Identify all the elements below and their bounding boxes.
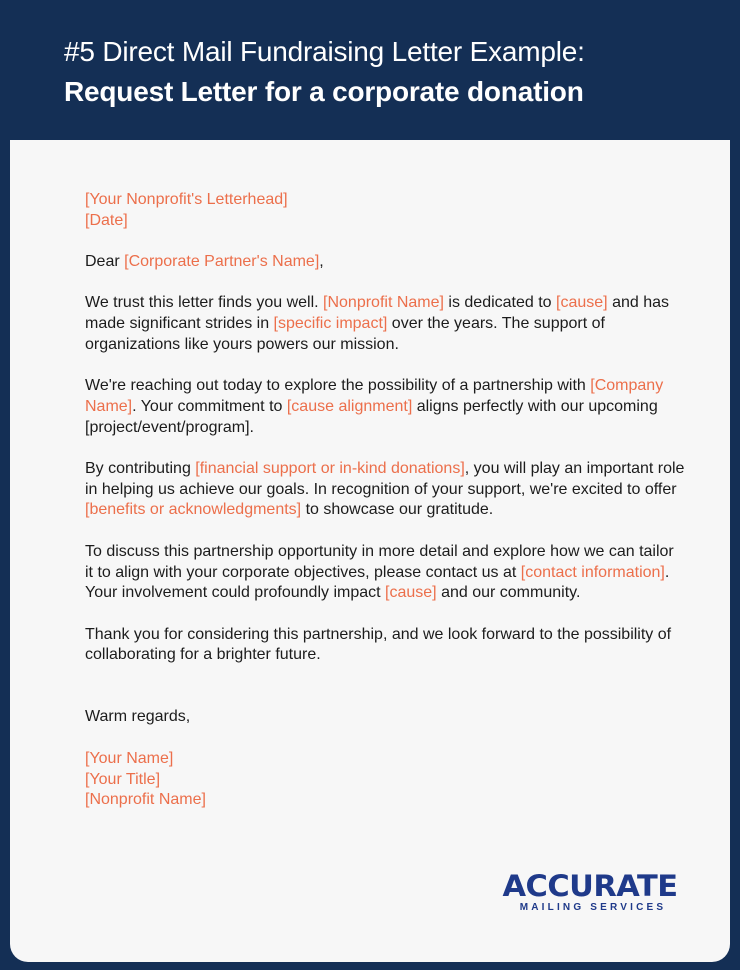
text: By contributing (85, 460, 196, 478)
salutation-suffix: , (319, 253, 324, 271)
specific-impact-placeholder: [specific impact] (273, 315, 388, 333)
paragraph-partnership (85, 376, 685, 438)
text: and our community. (436, 584, 581, 602)
closing: Warm regards, (85, 708, 191, 726)
letter-body (85, 190, 685, 811)
accurate-logo (492, 870, 688, 914)
header-title-line1: #5 Direct Mail Fundraising Letter Example: (64, 36, 585, 67)
cause-alignment-placeholder: [cause alignment] (286, 397, 413, 415)
letterhead-block (85, 190, 685, 231)
cause-placeholder: [cause] (385, 584, 437, 602)
text: aligns perfectly with our upcoming [project/event/program]. (85, 397, 658, 436)
signature-block (85, 749, 685, 811)
paragraph-contact (85, 542, 685, 604)
salutation (85, 252, 685, 273)
letter-card (10, 140, 730, 962)
financial-support-placeholder: [financial support or in-kind donations] (195, 460, 465, 478)
text: We trust this letter finds you well. (85, 294, 324, 312)
spacer (85, 687, 685, 708)
text: , you will play an important role in helping us achieve our goals. In recognition of your support, we're excited to offer (85, 460, 685, 498)
company-name-placeholder: [Company Name] (85, 377, 664, 415)
header-title-line2: Request Letter for a corporate donation (64, 76, 584, 107)
letterhead-placeholder: [Your Nonprofit's Letterhead] (85, 191, 288, 208)
logo-brand-text: ACCURATE (502, 869, 678, 903)
date-placeholder: [Date] (85, 211, 128, 229)
corporate-partner-placeholder: [Corporate Partner's Name] (124, 253, 320, 271)
paragraph-thanks: Thank you for considering this partnership, and we look forward to the possibility of collaborating for a brighter future. (85, 625, 672, 664)
your-title-placeholder: [Your Title] (85, 770, 161, 788)
text: is dedicated to (443, 294, 557, 312)
text: over the years. The support of organizations like yours powers our mission. (85, 315, 605, 353)
text: . Your commitment to (132, 397, 287, 415)
text: . Your involvement could profoundly impact (85, 563, 670, 602)
paragraph-contribution (85, 459, 685, 521)
contact-information-placeholder: [contact information] (520, 563, 665, 581)
text: To discuss this partnership opportunity in more detail and explore how we can tailor it to align with your corporate objectives, please contact us at (85, 542, 674, 581)
salutation-prefix: Dear (85, 253, 125, 271)
your-name-placeholder: [Your Name] (85, 749, 174, 767)
logo-subtitle: MAILING SERVICES (519, 902, 667, 913)
benefits-placeholder: [benefits or acknowledgments] (85, 501, 302, 519)
nonprofit-name-placeholder: [Nonprofit Name] (85, 791, 206, 809)
page-header (64, 32, 724, 112)
paragraph-intro (85, 293, 685, 355)
text: We're reaching out today to explore the possibility of a partnership with (85, 377, 591, 395)
cause-placeholder: [cause] (556, 294, 608, 312)
nonprofit-name-placeholder: [Nonprofit Name] (323, 294, 444, 312)
text: to showcase our gratitude. (301, 501, 494, 519)
text: and has made significant strides in (85, 294, 670, 333)
